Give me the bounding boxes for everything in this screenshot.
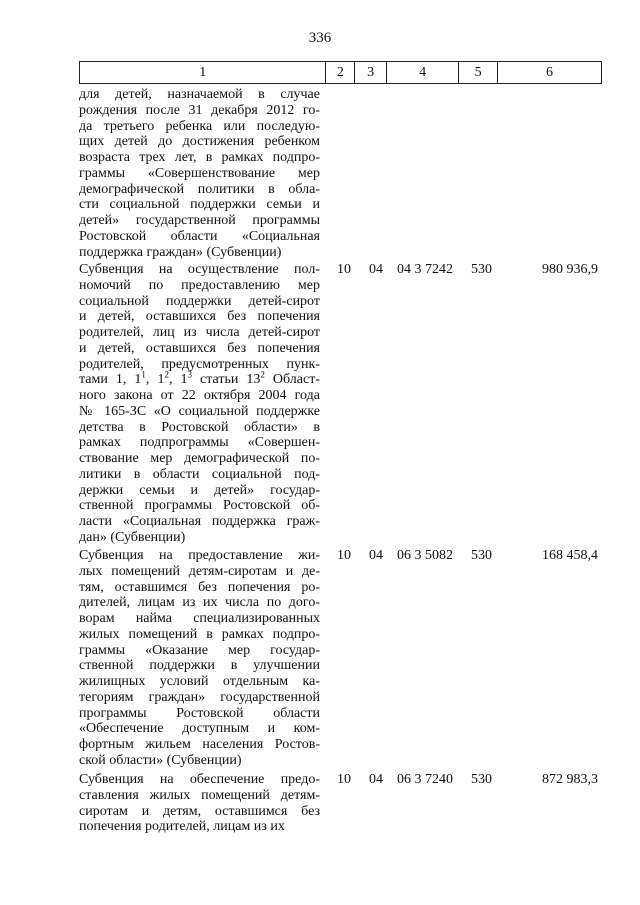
description-line: № 165-ЗС «О социальной поддержке bbox=[79, 403, 320, 419]
description-line: поддержка граждан» (Субвенции) bbox=[79, 244, 282, 260]
description-line: Субвенция на осуществление пол- bbox=[79, 262, 320, 277]
description-line: держки семьи и детей» государ- bbox=[79, 482, 320, 498]
row-expense-type: 530 bbox=[471, 772, 492, 787]
description-line: тами 1, $1^1$, $1^2$, $1^3$ статьи $13^2$ Област- bbox=[79, 369, 320, 388]
header-col-3: 3 bbox=[355, 62, 387, 84]
description-line: щих детей до достижения ребенком bbox=[79, 134, 320, 150]
description-line: демографической политики в обла- bbox=[79, 181, 320, 197]
description-line: ставления жилых помещений детям- bbox=[79, 787, 320, 803]
row-subsection: 04 bbox=[369, 548, 383, 563]
page-number: 336 bbox=[308, 30, 332, 46]
description-line: для детей, назначаемой в случае bbox=[79, 87, 320, 102]
row-target-code: 04 3 7242 bbox=[397, 262, 453, 277]
description-line: возраста трех лет, в рамках подпро- bbox=[79, 150, 320, 165]
description-line: номочий по предоставлению мер bbox=[79, 277, 320, 293]
description-line: ской области» (Субвенции) bbox=[79, 752, 242, 768]
description-line: Ростовской области «Социальная bbox=[79, 228, 320, 244]
description-line: ного закона от 22 октября 2004 года bbox=[79, 388, 320, 403]
description-line: сти социальной поддержки семьи и bbox=[79, 197, 320, 213]
row-expense-type: 530 bbox=[471, 262, 492, 277]
description-line: «Обеспечение доступным и ком- bbox=[79, 721, 320, 737]
row-amount: 980 936,9 bbox=[542, 262, 598, 277]
description-line: да третьего ребенка или последую- bbox=[79, 118, 320, 134]
table-header bbox=[79, 61, 602, 84]
row-section: 10 bbox=[337, 548, 351, 563]
description-line: граммы «Совершенствование мер bbox=[79, 165, 320, 181]
header-col-5: 5 bbox=[459, 62, 498, 84]
description-line: дителей, лицам из их числа по дого- bbox=[79, 595, 320, 611]
description-line: сиротам и детям, оставшимся без bbox=[79, 803, 320, 819]
row-description bbox=[79, 87, 320, 260]
row-section: 10 bbox=[337, 772, 351, 787]
row-expense-type: 530 bbox=[471, 548, 492, 563]
description-line: тегориям граждан» государственной bbox=[79, 689, 320, 705]
row-target-code: 06 3 5082 bbox=[397, 548, 453, 563]
header-col-2: 2 bbox=[326, 62, 355, 84]
description-line: ственной поддержки в улучшении bbox=[79, 658, 320, 674]
description-line: Субвенция на обеспечение предо- bbox=[79, 772, 320, 787]
description-line: рамках подпрограммы «Совершен- bbox=[79, 435, 320, 451]
description-line: родителей, предусмотренных пунк- bbox=[79, 356, 320, 372]
row-subsection: 04 bbox=[369, 772, 383, 787]
description-line: и детей, оставшихся без попечения bbox=[79, 309, 320, 325]
description-line: Субвенция на предоставление жи- bbox=[79, 548, 320, 563]
description-line: детей» государственной программы bbox=[79, 213, 320, 228]
row-subsection: 04 bbox=[369, 262, 383, 277]
description-line: ворам найма специализированных bbox=[79, 611, 320, 626]
description-line: ласти «Социальная поддержка граж- bbox=[79, 514, 320, 529]
description-line: литики в области социальной под- bbox=[79, 466, 320, 482]
description-line: детства в Ростовской области» в bbox=[79, 419, 320, 435]
description-line: лых помещений детям-сиротам и де- bbox=[79, 563, 320, 579]
description-line: тям, оставшимся без попечения ро- bbox=[79, 579, 320, 595]
row-description bbox=[79, 548, 320, 769]
row-amount: 168 458,4 bbox=[542, 548, 598, 563]
description-line: жилищных условий отдельным ка- bbox=[79, 674, 320, 689]
row-amount: 872 983,3 bbox=[542, 772, 598, 787]
description-line: родителей, лиц из числа детей-сирот bbox=[79, 325, 320, 340]
description-line: и детей, оставшихся без попечения bbox=[79, 340, 320, 356]
description-line: попечения родителей, лицам из их bbox=[79, 819, 285, 835]
description-line: ственной программы Ростовской об- bbox=[79, 498, 320, 514]
description-line: рождения после 31 декабря 2012 го- bbox=[79, 102, 320, 118]
row-target-code: 06 3 7240 bbox=[397, 772, 453, 787]
description-line: программы Ростовской области bbox=[79, 705, 320, 721]
row-description bbox=[79, 262, 320, 546]
header-col-4: 4 bbox=[386, 62, 458, 84]
header-col-1: 1 bbox=[80, 62, 326, 84]
description-line: социальной поддержки детей-сирот bbox=[79, 293, 320, 309]
row-description bbox=[79, 772, 320, 835]
description-line: фортным жильем населения Ростов- bbox=[79, 737, 320, 752]
description-line: граммы «Оказание мер государ- bbox=[79, 642, 320, 658]
description-line: ствование мер демографической по- bbox=[79, 451, 320, 466]
description-line: дан» (Субвенции) bbox=[79, 529, 186, 545]
description-line: жилых помещений в рамках подпро- bbox=[79, 626, 320, 642]
header-col-6: 6 bbox=[497, 62, 601, 84]
row-section: 10 bbox=[337, 262, 351, 277]
